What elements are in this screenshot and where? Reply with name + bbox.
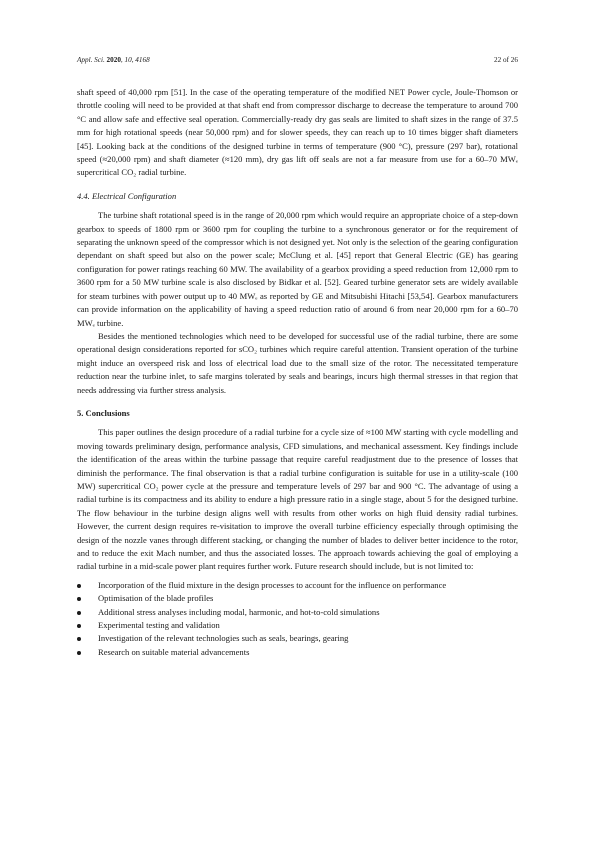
list-item-text: Incorporation of the fluid mixture in the design processes to account for the influence on performance [98,579,447,590]
page-number: 22 of 26 [494,56,518,64]
list-item-text: Research on suitable material advancements [98,646,250,657]
bullet-icon [77,651,81,655]
running-header [77,56,518,64]
list-item [77,619,518,632]
article-number: 4168 [135,56,150,64]
body-text [77,86,518,659]
future-work-list [77,579,518,659]
list-item [77,579,518,592]
list-item [77,646,518,659]
list-item-text: Optimisation of the blade profiles [98,593,214,604]
list-item [77,592,518,605]
bullet-icon [77,624,81,628]
paragraph: This paper outlines the design procedure of a radial turbine for a cycle size of ≈100 MW starting with cycle modelling and moving towards preliminary design, performance analysis, CFD simulations, and mechanical assessment. Key findings include the identification of the areas within the turbine passage that require careful readjustment due to the presence of losses that diminish the performance. The final observation is that a radial turbine configuration is suitable for use in a utility-scale (100 MW) supercritical CO₂ power cycle at the pressure and temperature levels of 297 bar and 900 °C. The advantage of using a radial turbine is its compactness and its ability to endure a high pressure ratio in a single stage, about 5 for the designed turbine. The flow behaviour in the turbine design aligns well with results from other works on high fluid density radial turbines. However, the current design requires re-visitation to improve the overall turbine efficiency especially through optimising the design of the nozzle vanes through different stacking, or changing the number of blades to deliver better incidence to the rotor, and to reduce the exit Mach number, and thus the associated losses. The approach towards achieving the goal of employing a radial turbine in a mid-scale power plant requires further work. Future research should include, but is not limited to: [77,427,518,572]
list-item [77,632,518,645]
list-item-text: Additional stress analyses including modal, harmonic, and hot-to-cold simulations [98,606,380,617]
bullet-icon [77,637,81,641]
bullet-icon [77,597,81,601]
journal-year: 2020 [106,56,121,64]
subsection-title: 4.4. Electrical Configuration [77,190,177,201]
list-item-text: Experimental testing and validation [98,620,220,631]
section-title: 5. Conclusions [77,407,130,418]
paragraph: Besides the mentioned technologies which need to be developed for successful use of the radial turbine, there are some operational design considerations reported for sCO₂ turbines which require careful attention. Transient operation of the turbine might induce an overspeed risk and loss of electrical load due to the small size of the rotor. The necessitated temperature reduction near the turbine inlet, to safe margins tolerated by seals and bearings, incurs high thermal stresses in that region that needs addressing via further stress analysis. [77,330,518,395]
journal-volume: 10 [124,56,132,64]
journal-name: Appl. Sci. [77,56,105,64]
bullet-icon [77,584,81,588]
paragraph: shaft speed of 40,000 rpm [51]. In the case of the operating temperature of the modified NET Power cycle, Joule-Thomson or throttle cooling will need to be provided at that shaft end from compressor discharge to decrease the temperature to around 700 °C and allow safe and effective seal operation. Commercially-ready dry gas seals are limited to shaft sizes in the range of 37.5 mm for high rotational speeds (near 50,000 rpm) and for slower speeds, they can reach up to 10 times bigger shaft diameters [45]. Looking back at the conditions of the designed turbine in terms of temperature (900 °C), pressure (297 bar), rotational speed (≈20,000 rpm) and shaft diameter (≈120 mm), dry gas lift off seals are not a far measure from use for a 60–70 MWₑ supercritical CO₂ radial turbine. [77,87,518,178]
bullet-icon [77,611,81,615]
journal-citation: Appl. Sci. 2020, 10, 4168 [77,56,150,64]
paragraph: The turbine shaft rotational speed is in the range of 20,000 rpm which would require an appropriate choice of a step-down gearbox to speeds of 1800 rpm or 3600 rpm for coupling the turbine to a synchronous generator or for the requirement of separating the unknown speed of the compressor which is not designed yet. Not only is the selection of the gearing configuration dependant on shaft speed but also on the power scale; McClung et al. [45] report that General Electric (GE) has gearing configuration for power ratings reaching 60 MW. The availability of a gearbox providing a speed reduction from 12,000 rpm to 3600 rpm for a 50 MW turbine scale is also disclosed by Bidkar et al. [52]. Geared turbine generator sets are widely available for steam turbines with power output up to 40 MWₑ as reported by GE and Mitsubishi Hitachi [53,54]. Gearbox manufacturers can provide information on the applicability of having a speed reduction ratio of around 6 from near 20,000 rpm for a 60–70 MWₑ turbine. [77,210,518,328]
list-item-text: Investigation of the relevant technologies such as seals, bearings, gearing [98,633,349,644]
list-item [77,606,518,619]
